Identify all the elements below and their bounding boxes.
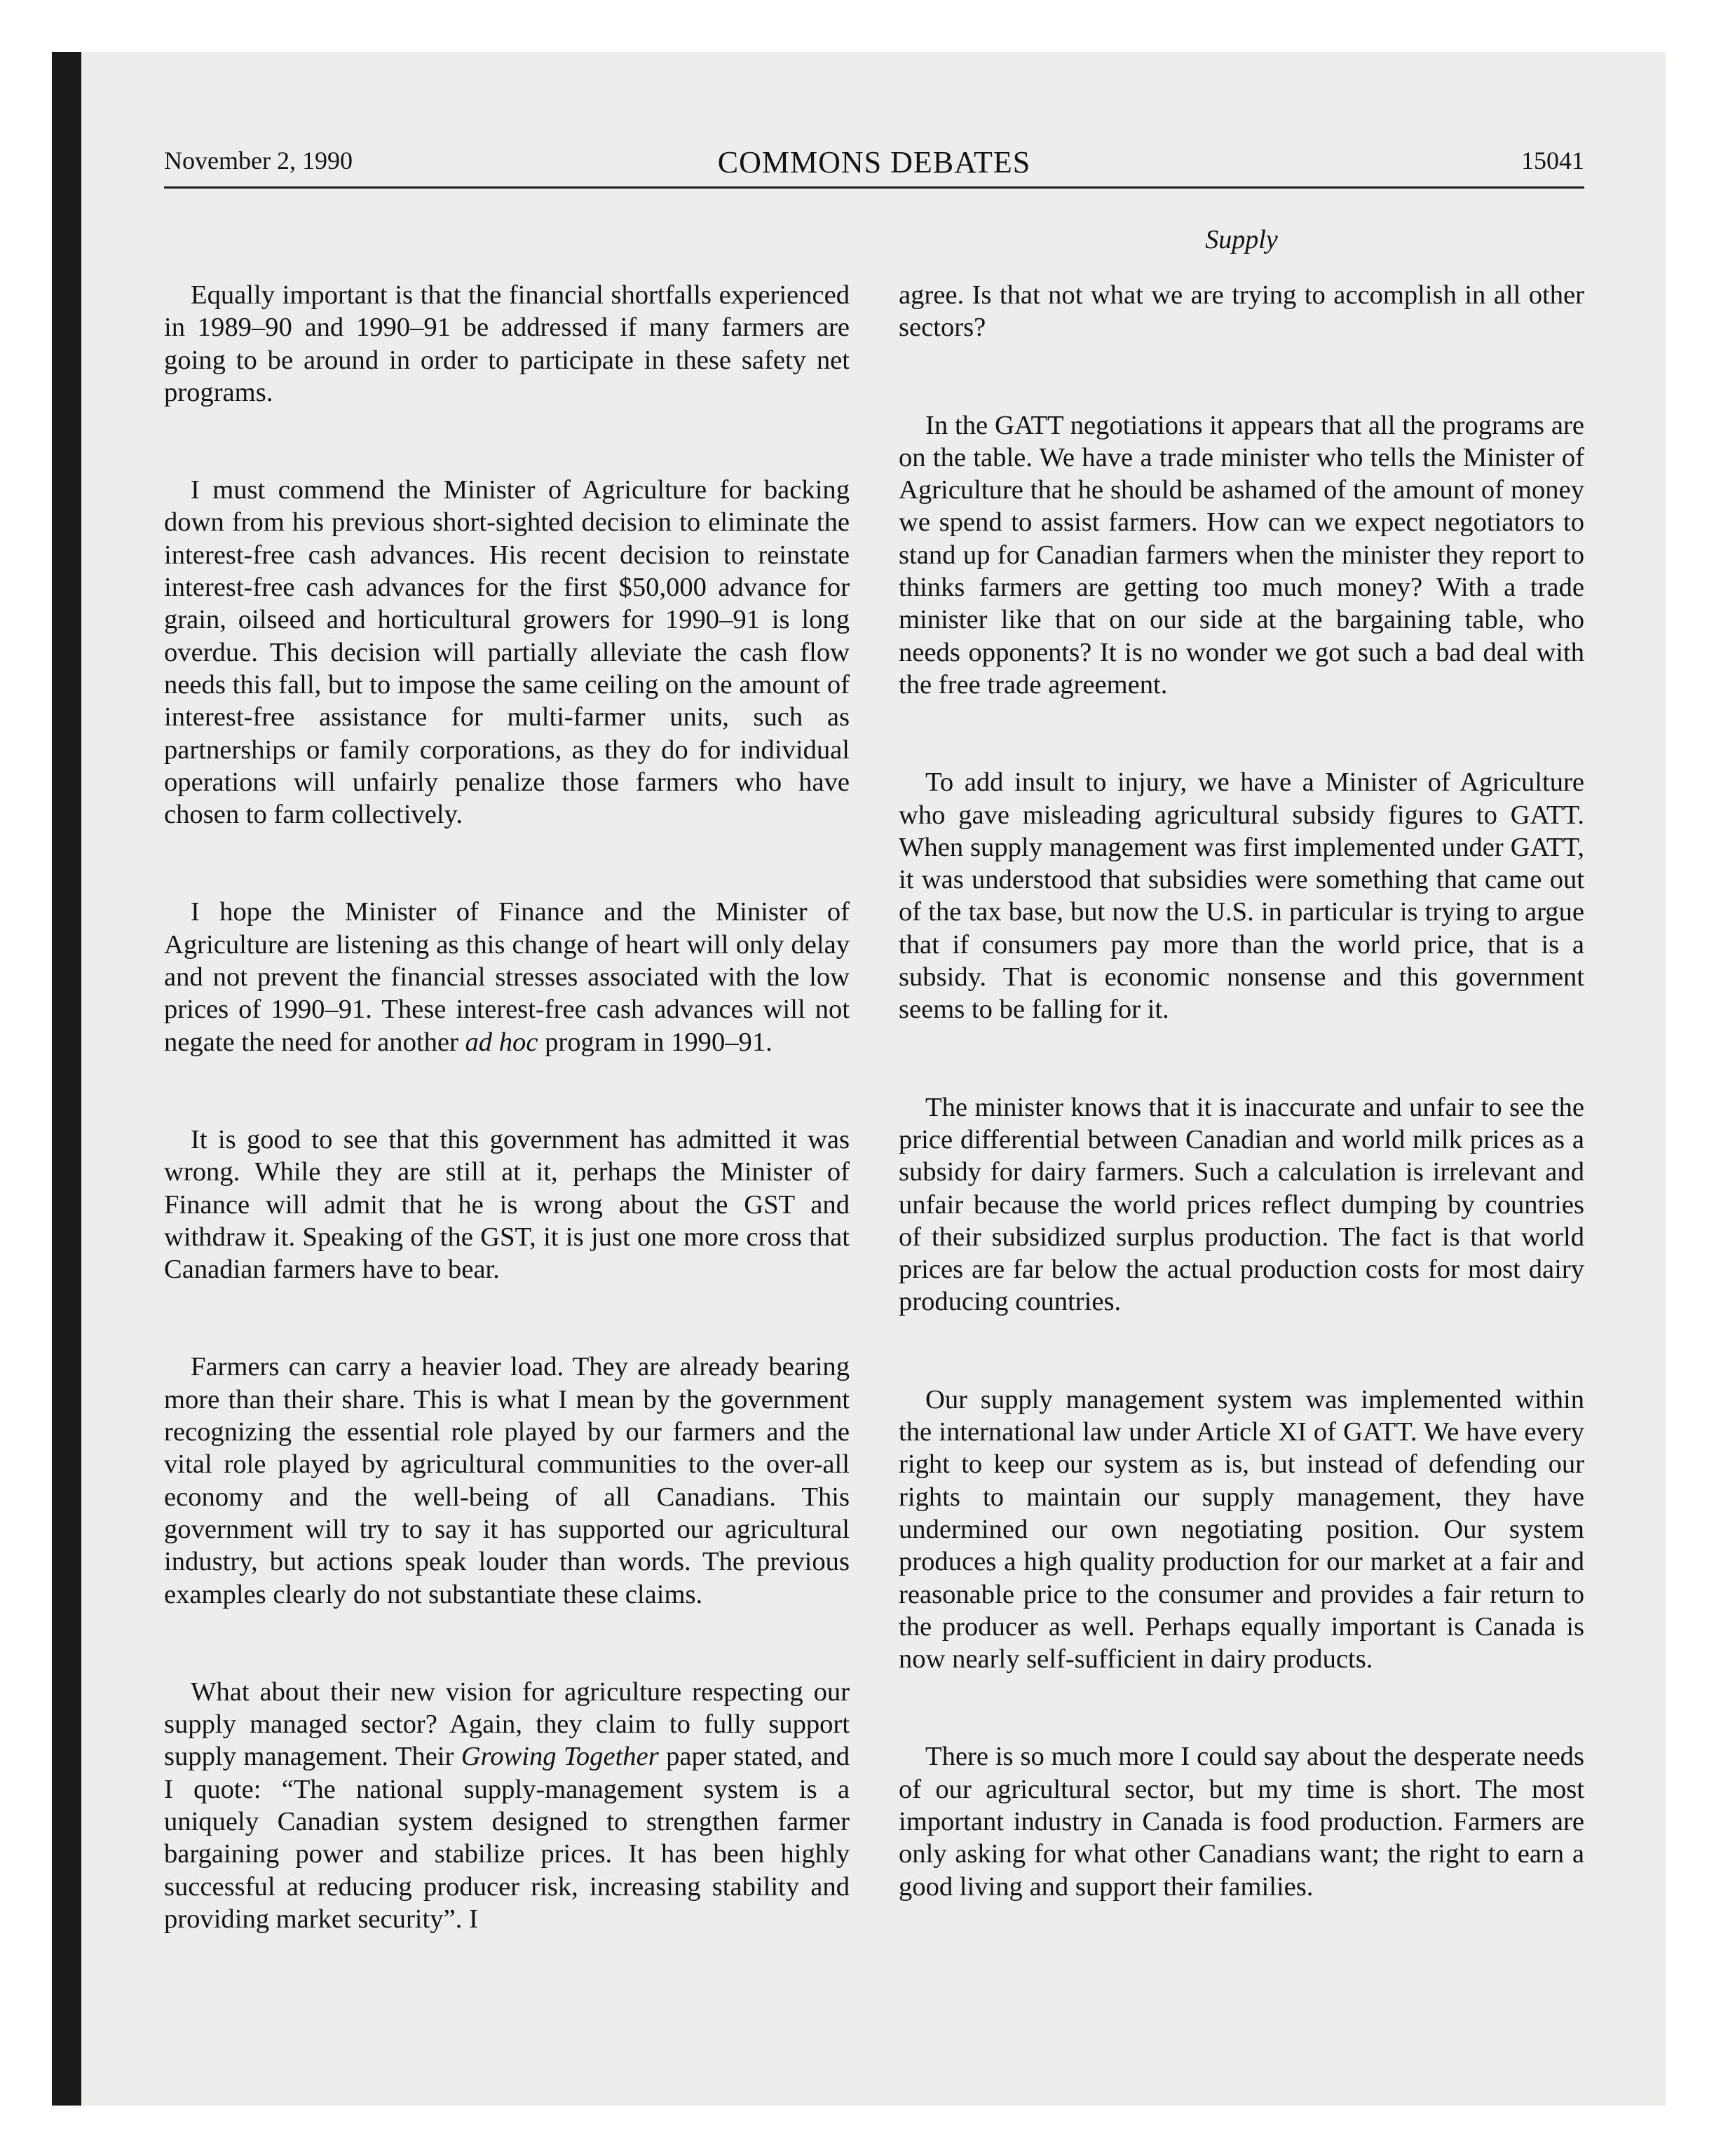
- paragraph: [164, 896, 850, 1058]
- header-date: November 2, 1990: [164, 146, 353, 175]
- paragraph-continued: agree. Is that not what we are trying to accomplish in all other sectors?: [899, 280, 1584, 343]
- paragraph: Equally important is that the financial shortfalls experienced in 1989–90 and 1990–91 be addressed if many farmers are going to be around in order to participate in these safety net programs.: [164, 280, 850, 407]
- page-header: [164, 146, 1584, 188]
- paragraph: To add insult to injury, we have a Minister of Agriculture who gave misleading agricultural subsidy figures to GATT. When supply management was first implemented under GATT, it was understood that subsidies were something that came out of the tax base, but now the U.S. in particular is trying to argue that if consumers pay more than the world price, that is a subsidy. That is economic nonsense and this government seems to be falling for it.: [899, 767, 1584, 1025]
- italic-title: Growing Together: [461, 1742, 659, 1772]
- paragraph: Our supply management system was implemented within the international law under Article XI of GATT. We have every right to keep our system as is, but instead of defending our rights to maintain our supply management, they have undermined our own negotiating position. Our system produces a high quality production for our market at a fair and reasonable price to the consumer and provides a fair return to the producer as well. Perhaps equally important is Canada is now nearly self-sufficient in dairy products.: [899, 1384, 1584, 1674]
- paragraph-text: I hope the Minister of Finance and the Minister of Agriculture are listening as this change of heart will only delay and not prevent the financial stresses associated with the low prices of 1990–91. These interest-free cash advances will not negate the need for another: [164, 897, 850, 1057]
- scan-binding-edge: [52, 52, 81, 2106]
- paragraph-text: What about their new vision for agriculture respecting our supply managed sector? Again, they claim to fully support supply management. Their: [164, 1677, 850, 1772]
- italic-term: ad hoc: [465, 1027, 538, 1057]
- paragraph: In the GATT negotiations it appears that all the programs are on the table. We have a trade minister who tells the Minister of Agriculture that he should be ashamed of the amount of money we spend to assist farmers. How can we expect negotiators to stand up for Canadian farmers when the minister they report to thinks farmers are getting too much money? With a trade minister like that on our side at the bargaining table, who needs opponents? It is no wonder we got such a bad deal with the free trade agreement.: [899, 410, 1584, 700]
- paragraph: I must commend the Minister of Agriculture for backing down from his previous short-sighted decision to eliminate the interest-free cash advances. His recent decision to reinstate interest-free cash advances for the first $50,000 advance for grain, oilseed and horticultural growers for 1990–91 is long overdue. This decision will partially alleviate the cash flow needs this fall, but to impose the same ceiling on the amount of interest-free assistance for multi-farmer units, such as partnerships or family corporations, as they do for individual operations will unfairly penalize those farmers who have chosen to farm collectively.: [164, 475, 850, 830]
- paragraph-text: program in 1990–91.: [538, 1027, 773, 1057]
- paragraph: There is so much more I could say about the desperate needs of our agricultural sector, but my time is short. The most important industry in Canada is food production. Farmers are only asking for what other Canadians want; the right to earn a good living and support their families.: [899, 1742, 1584, 1902]
- left-column: [164, 279, 850, 2000]
- section-heading: Supply: [1205, 225, 1278, 254]
- paragraph: [164, 1676, 850, 1935]
- paragraph: Farmers can carry a heavier load. They are already bearing more than their share. This is what I mean by the government recognizing the essential role played by our farmers and the vital role played by agricultural communities to the over-all economy and the well-being of all Canadians. This government will try to say it has supported our agricultural industry, but actions speak louder than words. The previous examples clearly do not substantiate these claims.: [164, 1352, 850, 1609]
- header-rule: [164, 186, 1584, 189]
- paragraph: It is good to see that this government has admitted it was wrong. While they are still at it, perhaps the Minister of Finance will admit that he is wrong about the GST and withdraw it. Speaking of the GST, it is just one more cross that Canadian farmers have to bear.: [164, 1124, 850, 1285]
- right-column: [899, 279, 1584, 1968]
- header-title: COMMONS DEBATES: [717, 145, 1031, 179]
- paragraph-text: paper stated, and I quote: “The national supply-management system is a uniquely Canadian system designed to strengthen farmer bargaining power and stabilize prices. It has been highly successful at reducing producer risk, increasing stability and providing market security”. I: [164, 1742, 850, 1934]
- paragraph: The minister knows that it is inaccurate and unfair to see the price differential between Canadian and world milk prices as a subsidy for dairy farmers. Such a calculation is irrelevant and unfair because the world prices reflect dumping by countries of their subsidized surplus production. The fact is that world prices are far below the actual production costs for most dairy producing countries.: [899, 1092, 1584, 1317]
- header-page-number: 15041: [1521, 146, 1584, 175]
